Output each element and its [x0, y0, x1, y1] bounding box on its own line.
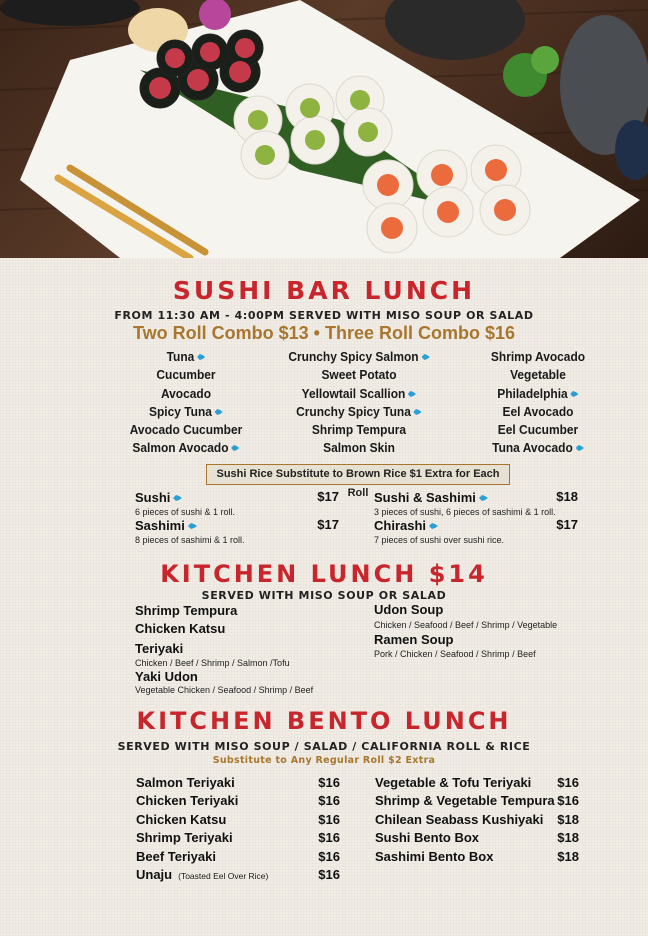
fish-icon — [215, 409, 223, 415]
bento-left-column — [136, 774, 340, 884]
roll-item: Spicy Tuna — [118, 403, 254, 421]
roll-item: Yellowtail Scallion — [283, 385, 436, 403]
bento-sub-note: Substitute to Any Regular Roll $2 Extra — [212, 755, 436, 766]
platter-chirashi — [374, 517, 578, 545]
platter-price: $17 — [317, 489, 339, 504]
kitchen-item: Shrimp Tempura — [135, 603, 238, 618]
roll-item: Eel Avocado — [502, 403, 574, 419]
fish-icon — [576, 445, 584, 451]
platter-sushi-sashimi — [374, 489, 578, 517]
roll-item: Salmon Avocado — [118, 439, 254, 457]
kitchen-item: Yaki Udon — [135, 669, 198, 684]
fish-icon — [197, 354, 205, 360]
platter-name: Sushi & Sashimi — [374, 490, 476, 505]
platter-desc: 7 pieces of sushi over sushi rice. — [374, 535, 505, 545]
fish-icon — [414, 409, 422, 415]
platter-sashimi — [135, 517, 339, 545]
roll-item: Crunchy Spicy Salmon — [283, 348, 436, 366]
roll-item: Eel Cucumber — [497, 422, 579, 438]
fish-icon — [570, 391, 578, 397]
fish-icon — [479, 495, 488, 501]
kitchen-item-desc: Chicken / Beef / Shrimp / Salmon /Tofu — [135, 658, 290, 668]
bento-item: Shrimp & Vegetable Tempura $16 — [375, 793, 579, 809]
bento-item: Chicken Katsu $16 — [136, 811, 340, 827]
kitchen-item-desc: Vegetable Chicken / Seafood / Shrimp / Beef — [135, 685, 314, 695]
roll-column-2 — [276, 348, 442, 458]
bento-item: Beef Teriyaki $16 — [136, 848, 340, 864]
roll-item: Avocado — [160, 385, 212, 401]
roll-item: Tuna Avocado — [475, 439, 600, 457]
sushi-photo — [0, 0, 648, 258]
bento-item: Salmon Teriyaki $16 — [136, 775, 340, 790]
kitchen-lunch-title: KITCHEN LUNCH $14 — [160, 560, 488, 588]
platter-name: Sushi — [135, 490, 171, 505]
kitchen-item: Chicken Katsu — [135, 621, 226, 636]
fish-icon — [231, 445, 239, 451]
kitchen-left-column — [135, 602, 313, 696]
platter-name: Sashimi — [135, 518, 185, 533]
platter-desc: 6 pieces of sushi & 1 roll. — [135, 507, 236, 517]
kitchen-lunch-subhead: SERVED WITH MISO SOUP OR SALAD — [201, 589, 447, 602]
platter-desc: 3 pieces of sushi, 6 pieces of sashimi & 1 roll. — [374, 507, 556, 517]
bento-item: Sushi Bento Box $18 — [375, 830, 579, 846]
roll-item: Sweet Potato — [321, 367, 397, 383]
sushi-bar-title: SUSHI BAR LUNCH — [172, 276, 476, 305]
kitchen-item-desc: Pork / Chicken / Seafood / Shrimp / Beef — [374, 649, 536, 659]
roll-column-1 — [112, 348, 260, 458]
bento-item: Sashimi Bento Box $18 — [375, 848, 579, 864]
bento-item: Unaju (Toasted Eel Over Rice) $16 — [136, 866, 340, 882]
roll-item: Avocado Cucumber — [129, 422, 243, 438]
fish-icon — [429, 523, 438, 529]
platter-price: $17 — [317, 517, 339, 532]
kitchen-item: Ramen Soup — [374, 632, 454, 647]
kitchen-item-desc: Chicken / Seafood / Beef / Shrimp / Vegetable — [374, 620, 558, 630]
fish-icon — [408, 391, 416, 397]
fish-icon — [173, 495, 182, 501]
brown-rice-note: Sushi Rice Substitute to Brown Rice $1 Extra for Each Roll — [206, 464, 510, 485]
roll-item: Philadelphia — [475, 385, 600, 403]
unaju-note: (Toasted Eel Over Rice) — [178, 870, 269, 881]
roll-item: Shrimp Avocado — [490, 349, 586, 364]
platter-desc: 8 pieces of sashimi & 1 roll. — [135, 535, 245, 545]
roll-column-3 — [470, 348, 606, 458]
bento-right-column — [375, 774, 579, 866]
platter-price: $17 — [556, 517, 578, 532]
roll-item: Cucumber — [156, 367, 216, 383]
platter-sushi — [135, 489, 339, 517]
sushi-bar-subhead: FROM 11:30 AM - 4:00PM SERVED WITH MISO SOUP OR SALAD — [114, 309, 534, 322]
platter-price: $18 — [556, 489, 578, 504]
bento-title: KITCHEN BENTO LUNCH — [136, 707, 512, 735]
combo-pricing: Two Roll Combo $13 • Three Roll Combo $16 — [132, 323, 516, 343]
bento-item: Vegetable & Tofu Teriyaki $16 — [375, 775, 579, 790]
kitchen-right-column — [374, 602, 557, 660]
bento-subhead: SERVED WITH MISO SOUP / SALAD / CALIFORNIA ROLL & RICE — [117, 740, 531, 753]
bento-item: Chilean Seabass Kushiyaki $18 — [375, 811, 579, 827]
kitchen-item: Udon Soup — [374, 602, 444, 617]
kitchen-item: Teriyaki — [135, 641, 184, 656]
fish-icon — [188, 523, 197, 529]
roll-item: Crunchy Spicy Tuna — [283, 403, 436, 421]
roll-item: Salmon Skin — [323, 440, 395, 456]
bento-item: Shrimp Teriyaki $16 — [136, 830, 340, 846]
roll-item: Vegetable — [510, 367, 566, 383]
platter-name: Chirashi — [374, 518, 427, 533]
bento-item: Chicken Teriyaki $16 — [136, 793, 340, 809]
roll-item: Shrimp Tempura — [311, 422, 407, 438]
roll-item: Tuna — [118, 348, 254, 366]
fish-icon — [421, 354, 429, 360]
